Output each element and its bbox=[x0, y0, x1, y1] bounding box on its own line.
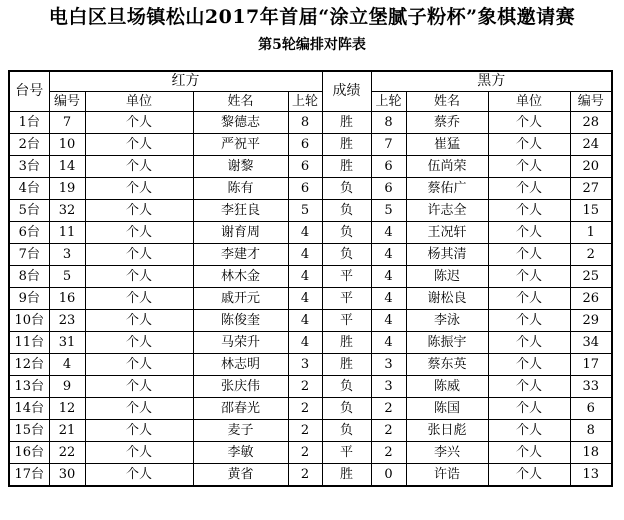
cell-red-unit: 个人 bbox=[85, 376, 193, 398]
table-row bbox=[9, 222, 612, 244]
cell-result: 负 bbox=[322, 420, 371, 442]
header-black-side: 黑方 bbox=[371, 71, 612, 92]
cell-black-name: 蔡乔 bbox=[406, 112, 488, 134]
cell-black-name: 陈振宇 bbox=[406, 332, 488, 354]
cell-table-no: 1台 bbox=[9, 112, 49, 134]
cell-red-num: 31 bbox=[49, 332, 85, 354]
cell-red-num: 7 bbox=[49, 112, 85, 134]
cell-black-name: 陈国 bbox=[406, 398, 488, 420]
cell-black-name: 张日彪 bbox=[406, 420, 488, 442]
cell-red-num: 23 bbox=[49, 310, 85, 332]
cell-red-prev: 6 bbox=[288, 178, 322, 200]
cell-result: 负 bbox=[322, 244, 371, 266]
table-row bbox=[9, 178, 612, 200]
cell-black-name: 崔猛 bbox=[406, 134, 488, 156]
cell-red-prev: 3 bbox=[288, 354, 322, 376]
cell-black-prev: 7 bbox=[371, 134, 406, 156]
cell-red-prev: 4 bbox=[288, 266, 322, 288]
cell-red-unit: 个人 bbox=[85, 156, 193, 178]
cell-red-num: 10 bbox=[49, 134, 85, 156]
cell-table-no: 10台 bbox=[9, 310, 49, 332]
cell-table-no: 11台 bbox=[9, 332, 49, 354]
cell-result: 胜 bbox=[322, 134, 371, 156]
cell-black-prev: 2 bbox=[371, 442, 406, 464]
cell-black-name: 陈迟 bbox=[406, 266, 488, 288]
cell-red-unit: 个人 bbox=[85, 200, 193, 222]
cell-black-unit: 个人 bbox=[488, 420, 570, 442]
cell-result: 负 bbox=[322, 398, 371, 420]
cell-table-no: 7台 bbox=[9, 244, 49, 266]
cell-red-unit: 个人 bbox=[85, 310, 193, 332]
cell-red-name: 李狂良 bbox=[193, 200, 288, 222]
table-row bbox=[9, 354, 612, 376]
cell-black-name: 蔡佑广 bbox=[406, 178, 488, 200]
cell-table-no: 14台 bbox=[9, 398, 49, 420]
cell-black-name: 杨其清 bbox=[406, 244, 488, 266]
cell-black-prev: 5 bbox=[371, 200, 406, 222]
cell-black-num: 18 bbox=[570, 442, 612, 464]
cell-red-num: 19 bbox=[49, 178, 85, 200]
cell-table-no: 13台 bbox=[9, 376, 49, 398]
cell-red-num: 12 bbox=[49, 398, 85, 420]
cell-black-prev: 4 bbox=[371, 310, 406, 332]
cell-black-unit: 个人 bbox=[488, 112, 570, 134]
cell-result: 胜 bbox=[322, 464, 371, 487]
cell-red-prev: 5 bbox=[288, 200, 322, 222]
cell-black-unit: 个人 bbox=[488, 156, 570, 178]
cell-red-num: 9 bbox=[49, 376, 85, 398]
cell-result: 胜 bbox=[322, 156, 371, 178]
cell-red-unit: 个人 bbox=[85, 420, 193, 442]
table-row bbox=[9, 398, 612, 420]
cell-black-num: 13 bbox=[570, 464, 612, 487]
cell-black-unit: 个人 bbox=[488, 288, 570, 310]
cell-red-unit: 个人 bbox=[85, 332, 193, 354]
cell-table-no: 6台 bbox=[9, 222, 49, 244]
cell-table-no: 2台 bbox=[9, 134, 49, 156]
cell-red-name: 李建才 bbox=[193, 244, 288, 266]
header-red-name: 姓名 bbox=[193, 92, 288, 112]
cell-red-prev: 4 bbox=[288, 310, 322, 332]
pairing-table bbox=[8, 70, 613, 487]
cell-table-no: 4台 bbox=[9, 178, 49, 200]
cell-red-prev: 8 bbox=[288, 112, 322, 134]
cell-black-unit: 个人 bbox=[488, 398, 570, 420]
cell-black-unit: 个人 bbox=[488, 134, 570, 156]
table-row bbox=[9, 464, 612, 487]
cell-table-no: 17台 bbox=[9, 464, 49, 487]
cell-table-no: 12台 bbox=[9, 354, 49, 376]
cell-result: 平 bbox=[322, 266, 371, 288]
header-result: 成绩 bbox=[322, 71, 371, 112]
table-row bbox=[9, 266, 612, 288]
cell-red-name: 林志明 bbox=[193, 354, 288, 376]
table-row bbox=[9, 134, 612, 156]
cell-black-prev: 4 bbox=[371, 332, 406, 354]
cell-black-unit: 个人 bbox=[488, 310, 570, 332]
cell-black-name: 许志全 bbox=[406, 200, 488, 222]
cell-red-prev: 2 bbox=[288, 464, 322, 487]
cell-red-name: 谢育周 bbox=[193, 222, 288, 244]
table-row bbox=[9, 244, 612, 266]
cell-result: 平 bbox=[322, 288, 371, 310]
cell-red-unit: 个人 bbox=[85, 178, 193, 200]
cell-result: 平 bbox=[322, 442, 371, 464]
cell-black-num: 26 bbox=[570, 288, 612, 310]
cell-black-num: 27 bbox=[570, 178, 612, 200]
cell-red-unit: 个人 bbox=[85, 398, 193, 420]
cell-red-name: 黎德志 bbox=[193, 112, 288, 134]
cell-result: 平 bbox=[322, 310, 371, 332]
cell-red-num: 16 bbox=[49, 288, 85, 310]
cell-red-name: 谢黎 bbox=[193, 156, 288, 178]
cell-red-prev: 2 bbox=[288, 442, 322, 464]
cell-red-name: 林木金 bbox=[193, 266, 288, 288]
table-row bbox=[9, 288, 612, 310]
cell-result: 负 bbox=[322, 178, 371, 200]
cell-red-num: 32 bbox=[49, 200, 85, 222]
header-red-unit: 单位 bbox=[85, 92, 193, 112]
cell-red-unit: 个人 bbox=[85, 244, 193, 266]
cell-red-num: 3 bbox=[49, 244, 85, 266]
header-black-unit: 单位 bbox=[488, 92, 570, 112]
cell-table-no: 3台 bbox=[9, 156, 49, 178]
cell-black-name: 陈威 bbox=[406, 376, 488, 398]
cell-red-prev: 4 bbox=[288, 222, 322, 244]
cell-result: 胜 bbox=[322, 332, 371, 354]
header-table-no: 台号 bbox=[9, 71, 49, 112]
cell-red-unit: 个人 bbox=[85, 112, 193, 134]
cell-red-name: 戚开元 bbox=[193, 288, 288, 310]
cell-black-unit: 个人 bbox=[488, 222, 570, 244]
header-red-side: 红方 bbox=[49, 71, 322, 92]
cell-red-name: 麦子 bbox=[193, 420, 288, 442]
cell-red-name: 陈俊奎 bbox=[193, 310, 288, 332]
cell-red-num: 21 bbox=[49, 420, 85, 442]
header-black-name: 姓名 bbox=[406, 92, 488, 112]
table-row bbox=[9, 332, 612, 354]
cell-red-unit: 个人 bbox=[85, 464, 193, 487]
document-title: 电白区旦场镇松山2017年首届“涂立堡腻子粉杯”象棋邀请赛 bbox=[48, 6, 576, 28]
cell-black-num: 6 bbox=[570, 398, 612, 420]
cell-black-prev: 3 bbox=[371, 354, 406, 376]
cell-table-no: 8台 bbox=[9, 266, 49, 288]
table-row bbox=[9, 420, 612, 442]
cell-red-unit: 个人 bbox=[85, 442, 193, 464]
cell-red-name: 黄省 bbox=[193, 464, 288, 487]
cell-red-unit: 个人 bbox=[85, 288, 193, 310]
cell-black-unit: 个人 bbox=[488, 464, 570, 487]
cell-result: 负 bbox=[322, 200, 371, 222]
cell-red-num: 11 bbox=[49, 222, 85, 244]
cell-black-unit: 个人 bbox=[488, 178, 570, 200]
cell-black-num: 24 bbox=[570, 134, 612, 156]
cell-red-name: 陈有 bbox=[193, 178, 288, 200]
table-row bbox=[9, 112, 612, 134]
cell-red-name: 马荣升 bbox=[193, 332, 288, 354]
cell-black-name: 李泳 bbox=[406, 310, 488, 332]
cell-red-prev: 4 bbox=[288, 288, 322, 310]
cell-red-prev: 2 bbox=[288, 398, 322, 420]
table-row bbox=[9, 310, 612, 332]
header-black-prev: 上轮 bbox=[371, 92, 406, 112]
cell-black-name: 王况轩 bbox=[406, 222, 488, 244]
cell-black-prev: 2 bbox=[371, 420, 406, 442]
cell-red-num: 14 bbox=[49, 156, 85, 178]
header-red-prev: 上轮 bbox=[288, 92, 322, 112]
cell-black-unit: 个人 bbox=[488, 442, 570, 464]
cell-black-unit: 个人 bbox=[488, 376, 570, 398]
cell-black-name: 谢松良 bbox=[406, 288, 488, 310]
cell-red-unit: 个人 bbox=[85, 134, 193, 156]
cell-result: 负 bbox=[322, 376, 371, 398]
cell-black-prev: 2 bbox=[371, 398, 406, 420]
cell-red-name: 李敏 bbox=[193, 442, 288, 464]
cell-red-num: 5 bbox=[49, 266, 85, 288]
cell-red-unit: 个人 bbox=[85, 354, 193, 376]
cell-red-name: 严祝平 bbox=[193, 134, 288, 156]
cell-black-name: 李兴 bbox=[406, 442, 488, 464]
cell-black-prev: 4 bbox=[371, 266, 406, 288]
cell-black-prev: 3 bbox=[371, 376, 406, 398]
cell-black-name: 伍尚荣 bbox=[406, 156, 488, 178]
cell-red-unit: 个人 bbox=[85, 266, 193, 288]
cell-black-unit: 个人 bbox=[488, 332, 570, 354]
cell-black-prev: 6 bbox=[371, 156, 406, 178]
cell-table-no: 9台 bbox=[9, 288, 49, 310]
document-subtitle: 第5轮编排对阵表 bbox=[258, 37, 366, 53]
cell-result: 胜 bbox=[322, 112, 371, 134]
cell-black-prev: 0 bbox=[371, 464, 406, 487]
cell-black-num: 34 bbox=[570, 332, 612, 354]
cell-black-prev: 4 bbox=[371, 288, 406, 310]
cell-black-prev: 8 bbox=[371, 112, 406, 134]
cell-red-unit: 个人 bbox=[85, 222, 193, 244]
header-red-num: 编号 bbox=[49, 92, 85, 112]
cell-black-num: 25 bbox=[570, 266, 612, 288]
cell-red-prev: 6 bbox=[288, 156, 322, 178]
table-row bbox=[9, 200, 612, 222]
cell-black-num: 20 bbox=[570, 156, 612, 178]
cell-result: 负 bbox=[322, 222, 371, 244]
cell-black-unit: 个人 bbox=[488, 354, 570, 376]
cell-red-prev: 6 bbox=[288, 134, 322, 156]
cell-table-no: 5台 bbox=[9, 200, 49, 222]
table-row bbox=[9, 442, 612, 464]
cell-black-num: 29 bbox=[570, 310, 612, 332]
cell-black-num: 2 bbox=[570, 244, 612, 266]
cell-black-num: 8 bbox=[570, 420, 612, 442]
cell-red-name: 邵春光 bbox=[193, 398, 288, 420]
cell-black-name: 许诰 bbox=[406, 464, 488, 487]
cell-red-name: 张庆伟 bbox=[193, 376, 288, 398]
cell-red-prev: 4 bbox=[288, 244, 322, 266]
cell-red-num: 22 bbox=[49, 442, 85, 464]
table-row bbox=[9, 156, 612, 178]
cell-black-unit: 个人 bbox=[488, 200, 570, 222]
cell-black-prev: 4 bbox=[371, 244, 406, 266]
cell-black-num: 1 bbox=[570, 222, 612, 244]
cell-red-prev: 4 bbox=[288, 332, 322, 354]
cell-table-no: 15台 bbox=[9, 420, 49, 442]
table-row bbox=[9, 376, 612, 398]
cell-black-num: 33 bbox=[570, 376, 612, 398]
cell-black-prev: 6 bbox=[371, 178, 406, 200]
cell-table-no: 16台 bbox=[9, 442, 49, 464]
cell-black-num: 15 bbox=[570, 200, 612, 222]
cell-black-num: 17 bbox=[570, 354, 612, 376]
table-body bbox=[9, 112, 612, 487]
cell-red-prev: 2 bbox=[288, 420, 322, 442]
cell-black-num: 28 bbox=[570, 112, 612, 134]
cell-result: 胜 bbox=[322, 354, 371, 376]
cell-red-prev: 2 bbox=[288, 376, 322, 398]
cell-red-num: 30 bbox=[49, 464, 85, 487]
cell-black-unit: 个人 bbox=[488, 244, 570, 266]
cell-black-unit: 个人 bbox=[488, 266, 570, 288]
cell-red-num: 4 bbox=[49, 354, 85, 376]
cell-black-prev: 4 bbox=[371, 222, 406, 244]
cell-black-name: 蔡东英 bbox=[406, 354, 488, 376]
header-black-num: 编号 bbox=[570, 92, 612, 112]
